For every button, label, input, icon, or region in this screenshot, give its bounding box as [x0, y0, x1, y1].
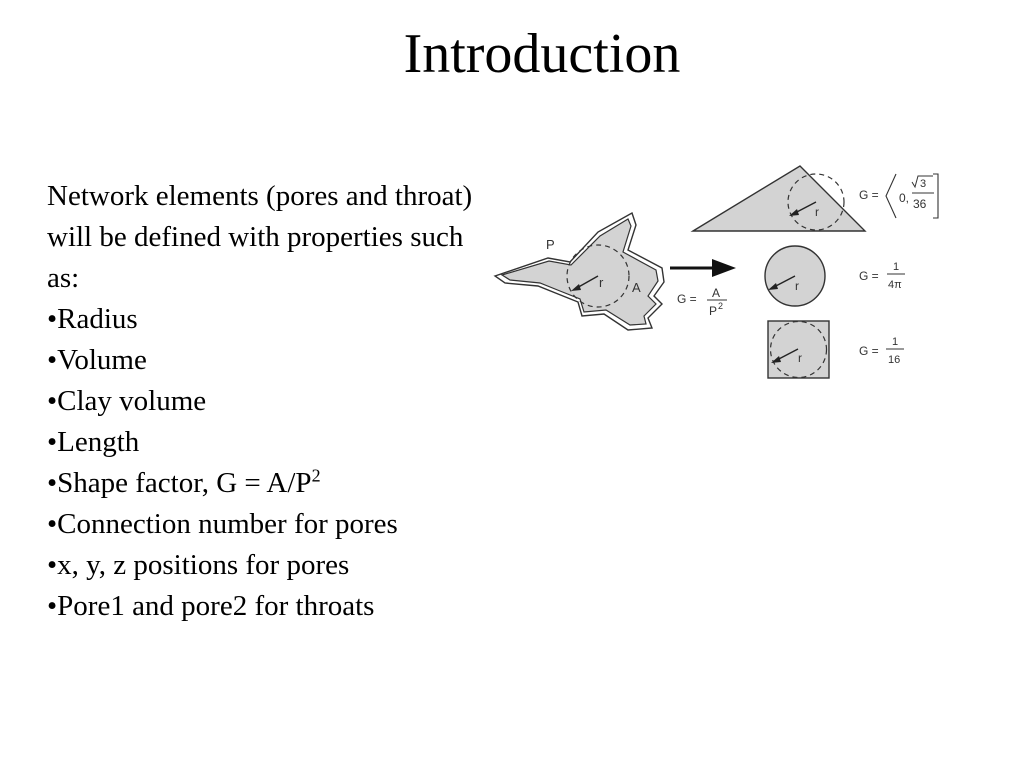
square-shape — [768, 321, 829, 378]
circle-formula-lhs: G = — [859, 269, 879, 283]
triangle-radius-label: r — [815, 205, 819, 219]
square-formula-lhs: G = — [859, 344, 879, 358]
bullet-pore1-pore2: •Pore1 and pore2 for throats — [47, 590, 375, 622]
shape-factor-numerator: A — [712, 286, 721, 300]
square-formula-denominator: 16 — [888, 354, 901, 366]
shape-factor-denominator: P — [709, 304, 718, 318]
shape-factor-superscript: 2 — [311, 465, 321, 486]
intro-block — [47, 176, 487, 627]
bullet-length: •Length — [47, 426, 140, 458]
bullet-positions: •x, y, z positions for pores — [47, 549, 350, 581]
intro-text: Network elements (pores and throat) will be defined with properties such as: — [47, 180, 473, 294]
arrow-icon — [670, 259, 736, 277]
triangle-shape — [693, 166, 865, 231]
triangle-formula-lower: 0, — [899, 191, 910, 205]
pore-shape-factor-figure — [490, 160, 950, 390]
pore-radius-label: r — [599, 275, 604, 290]
triangle-formula-denominator: 36 — [913, 197, 927, 211]
bullet-radius: •Radius — [47, 303, 138, 335]
square-formula-numerator: 1 — [892, 336, 899, 348]
shape-factor-denominator-sup: 2 — [718, 301, 724, 311]
triangle-formula-lhs: G = — [859, 188, 879, 202]
triangle-formula-root: 3 — [920, 178, 927, 190]
circle-shape — [765, 246, 825, 306]
square-radius-label: r — [798, 351, 802, 365]
circle-formula-denominator: 4π — [888, 279, 902, 291]
shape-factor-lhs: G = — [677, 292, 697, 306]
figure-svg — [490, 160, 950, 390]
irregular-pore — [495, 213, 664, 330]
bullet-connection-number: •Connection number for pores — [47, 508, 398, 540]
area-label: A — [632, 280, 641, 295]
slide-title: Introduction — [403, 23, 681, 85]
circle-radius-label: r — [795, 279, 799, 293]
perimeter-label: P — [546, 237, 555, 252]
property-list — [47, 299, 487, 627]
bullet-volume: •Volume — [47, 344, 147, 376]
circle-formula-numerator: 1 — [893, 261, 900, 273]
bullet-clay-volume: •Clay volume — [47, 385, 207, 417]
bullet-shape-factor: •Shape factor, $G = A/P^2$ — [47, 465, 321, 499]
